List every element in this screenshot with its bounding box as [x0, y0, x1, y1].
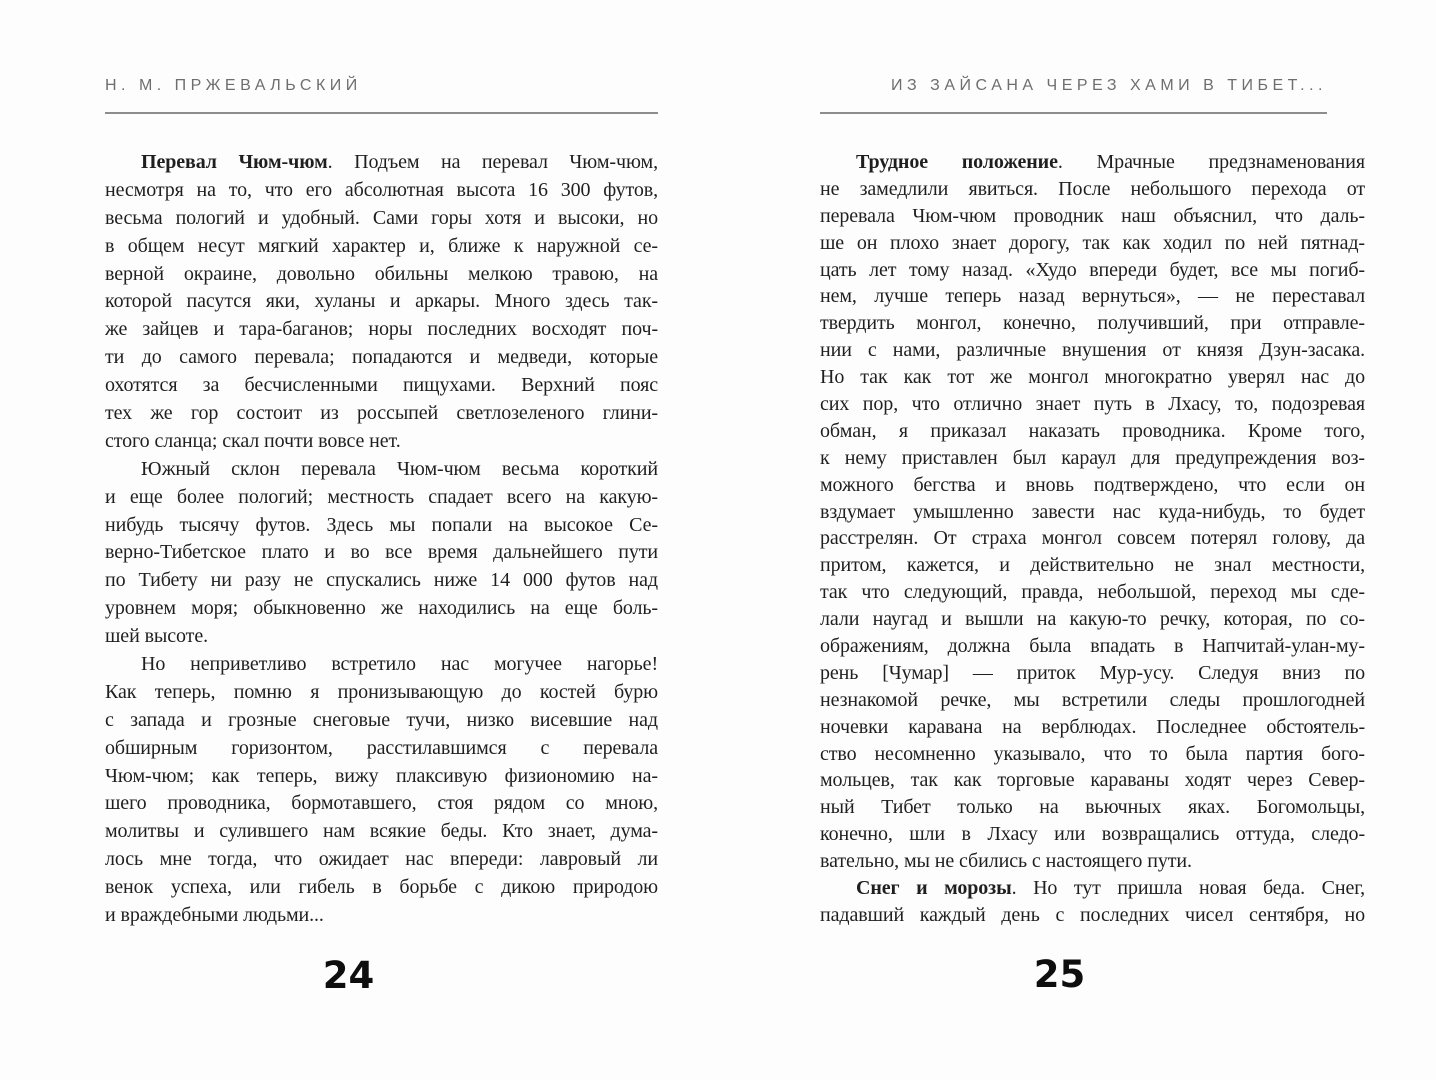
- text-line: вательно, мы не сбились с настоящего пути.: [820, 850, 1192, 873]
- text-line: нибудь тысячу футов. Здесь мы попали на высокое Се-: [105, 513, 658, 536]
- page-25-header-block: [820, 76, 1327, 114]
- text-line: нем, лучше теперь назад вернуться», — не переставал: [820, 285, 1365, 308]
- page-number: 25: [1033, 952, 1086, 996]
- text-line: по Тибету ни разу не спускались ниже 14 000 футов над: [105, 569, 658, 592]
- page-25-text: [820, 149, 1365, 929]
- running-header-title: ИЗ ЗАЙСАНА ЧЕРЕЗ ХАМИ В ТИБЕТ...: [891, 77, 1327, 94]
- text-line: и еще более пологий; местность спадает всего на какую-: [105, 485, 658, 508]
- text-line: которой пасутся яки, хуланы и аркары. Много здесь так-: [105, 290, 658, 313]
- text-line: Трудное положение. Мрачные предзнаменования: [856, 151, 1365, 173]
- paragraph-lead: Трудное положение: [856, 151, 1058, 173]
- text-line: к нему приставлен был караул для предупреждения воз-: [820, 446, 1365, 469]
- text-line: в общем несут мягкий характер и, ближе к наружной се-: [105, 234, 658, 257]
- text-line: притом, кажется, и действительно не знал местности,: [820, 554, 1365, 577]
- text-line: так что следующий, правда, небольшой, переход мы сде-: [820, 581, 1365, 604]
- page-24-header-block: [105, 76, 658, 114]
- text-line: перевала Чюм-чюм проводник наш объяснил, что даль-: [820, 204, 1365, 227]
- text-line: конечно, шли в Лхасу или возвращались оттуда, следо-: [820, 823, 1365, 846]
- text-line: лось мне тогда, что ожидает нас впереди: лавровый ли: [105, 848, 658, 871]
- header-rule: [105, 112, 658, 114]
- page-25: [820, 76, 1365, 995]
- text-line: Южный склон перевала Чюм-чюм весьма короткий: [141, 457, 658, 480]
- text-line: стого сланца; скал почти вовсе нет.: [105, 429, 401, 452]
- text-line: вздумает умышленно завести нас куда-нибудь, то будет: [820, 500, 1365, 523]
- page-24-text: [105, 149, 658, 930]
- text-line: не замедлили явиться. После небольшого перехода от: [820, 177, 1365, 200]
- text-line: Как теперь, помню я пронизывающую до костей бурю: [105, 680, 658, 703]
- text-line: нии с нами, различные внушения от князя Дзун-засака.: [820, 339, 1365, 362]
- text-line: Снег и морозы. Но тут пришла новая беда. Снег,: [856, 877, 1365, 900]
- page-number: 24: [322, 953, 375, 997]
- text-line: уровнем моря; обыкновенно же находились на еще боль-: [105, 597, 658, 620]
- text-line: обширным горизонтом, расстилавшимся с перевала: [105, 736, 658, 759]
- text-line: ше он плохо знает дорогу, так как ходил по ней пятнад-: [820, 231, 1365, 254]
- text-line: венок успеха, или гибель в борьбе с дикою природою: [105, 876, 658, 899]
- text-line: падавший каждый день с последних чисел сентября, но: [820, 903, 1365, 926]
- text-line: мольцев, так как торговые караваны ходят через Север-: [820, 769, 1365, 792]
- text-line: обман, я приказал наказать проводника. Кроме того,: [820, 419, 1365, 442]
- text-line: весьма пологий и удобный. Сами горы хотя и высоки, но: [105, 206, 658, 229]
- text-line: верной окраине, довольно обильны мелкою травою, на: [105, 262, 658, 285]
- text-line: с запада и грозные снеговые тучи, низко висевшие над: [105, 708, 658, 731]
- text-line: твердить монгол, конечно, получивший, при отправле-: [820, 312, 1365, 335]
- text-line: Перевал Чюм-чюм. Подъем на перевал Чюм-чюм,: [141, 151, 658, 173]
- text-line: шего проводника, бормотавшего, стоя рядом со мною,: [105, 792, 658, 815]
- text-line: ти до самого перевала; попадаются и медведи, которые: [105, 346, 658, 369]
- text-line: можного бегства и вновь подтверждено, что если он: [820, 473, 1365, 496]
- running-header-author: Н. М. ПРЖЕВАЛЬСКИЙ: [105, 77, 362, 94]
- text-line: ображениям, должна была впадать в Напчитай-улан-му-: [820, 635, 1365, 658]
- paragraph-lead: Перевал Чюм-чюм: [141, 151, 328, 173]
- text-line: молитвы и сулившего нам всякие беды. Кто знает, дума-: [105, 820, 658, 843]
- text-line: ночевки каравана на верблюдах. Последнее обстоятель-: [820, 715, 1365, 738]
- text-line: сих пор, что отлично знает путь в Лхасу, то, подозревая: [820, 393, 1365, 416]
- text-line: ный Тибет только на вьючных яках. Богомольцы,: [820, 796, 1365, 819]
- text-line: незнакомой речке, мы встретили следы прошлогодней: [820, 688, 1365, 711]
- text-line: ство несомненно указывало, что то была партия бого-: [820, 742, 1365, 765]
- paragraph-lead: Снег и морозы: [856, 877, 1012, 900]
- text-line: шей высоте.: [105, 625, 208, 648]
- text-line: рень [Чумар] — приток Мур-усу. Следуя вниз по: [820, 661, 1365, 684]
- text-line: же зайцев и тара-баганов; норы последних восходят поч-: [105, 318, 658, 341]
- text-line: Но неприветливо встретило нас могучее нагорье!: [141, 653, 658, 676]
- text-line: тех же гор состоит из россыпей светлозеленого глини-: [105, 402, 658, 425]
- text-line: несмотря на то, что его абсолютная высота 16 300 футов,: [105, 178, 658, 201]
- page-24: [105, 76, 658, 996]
- text-line: расстрелян. От страха монгол совсем потерял голову, да: [820, 527, 1365, 550]
- text-line: Чюм-чюм; как теперь, вижу плаксивую физиономию на-: [105, 764, 658, 787]
- text-line: цать лет тому назад. «Худо впереди будет, все мы погиб-: [820, 258, 1365, 281]
- text-line: и враждебными людьми...: [105, 904, 324, 927]
- text-line: охотятся за бесчисленными пищухами. Верхний пояс: [105, 374, 658, 397]
- text-line: верно-Тибетское плато и во все время дальнейшего пути: [105, 541, 658, 564]
- text-line: Но так как тот же монгол многократно уверял нас до: [820, 366, 1365, 389]
- text-line: лали наугад и вышли на какую-то речку, которая, по со-: [820, 608, 1365, 631]
- header-rule: [820, 112, 1327, 114]
